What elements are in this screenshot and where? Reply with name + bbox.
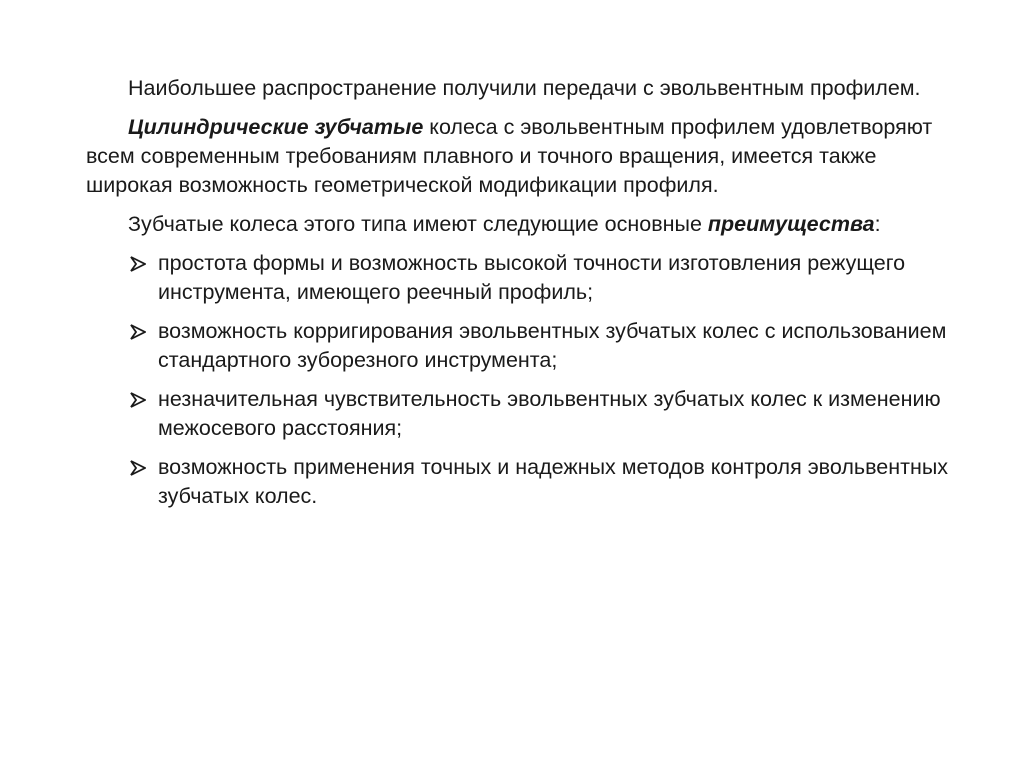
paragraph-intro: [86, 74, 966, 103]
list-item: [86, 385, 966, 443]
chevron-arrow-icon: [130, 324, 146, 340]
list-item: [86, 453, 966, 511]
slide-content: [86, 74, 966, 521]
paragraph-advantages-text: Зубчатые колеса этого типа имеют следующие основные: [128, 212, 708, 236]
emphasis-cylindrical-gears: Цилиндрические зубчатые: [128, 115, 424, 139]
list-item-text: простота формы и возможность высокой точности изготовления режущего инструмента, имеющего реечный профиль;: [158, 251, 906, 304]
emphasis-advantages: преимущества: [707, 212, 875, 236]
paragraph-cylindrical: [86, 113, 966, 200]
chevron-arrow-icon: [130, 256, 146, 272]
paragraph-advantages-colon: :: [874, 212, 881, 236]
chevron-arrow-icon: [130, 392, 146, 408]
paragraph-cylindrical-text: колеса с эвольвентным профилем удовлетворяют всем современным требованиям плавного и точного вращения, имеется также широкая возможность геометрической модификации профиля.: [86, 115, 933, 197]
list-item: [86, 317, 966, 375]
list-item-text: незначительная чувствительность эвольвентных зубчатых колес к изменению межосевого расстояния;: [158, 387, 941, 440]
list-item-text: возможность применения точных и надежных методов контроля эвольвентных зубчатых колес.: [158, 455, 949, 508]
list-item-text: возможность корригирования эвольвентных зубчатых колес с использованием стандартного зуборезного инструмента;: [158, 319, 947, 372]
list-item: [86, 249, 966, 307]
paragraph-intro-text: Наибольшее распространение получили передачи с эвольвентным профилем.: [128, 76, 921, 100]
paragraph-advantages-intro: [86, 210, 966, 239]
chevron-arrow-icon: [130, 460, 146, 476]
advantages-list: [86, 249, 966, 511]
